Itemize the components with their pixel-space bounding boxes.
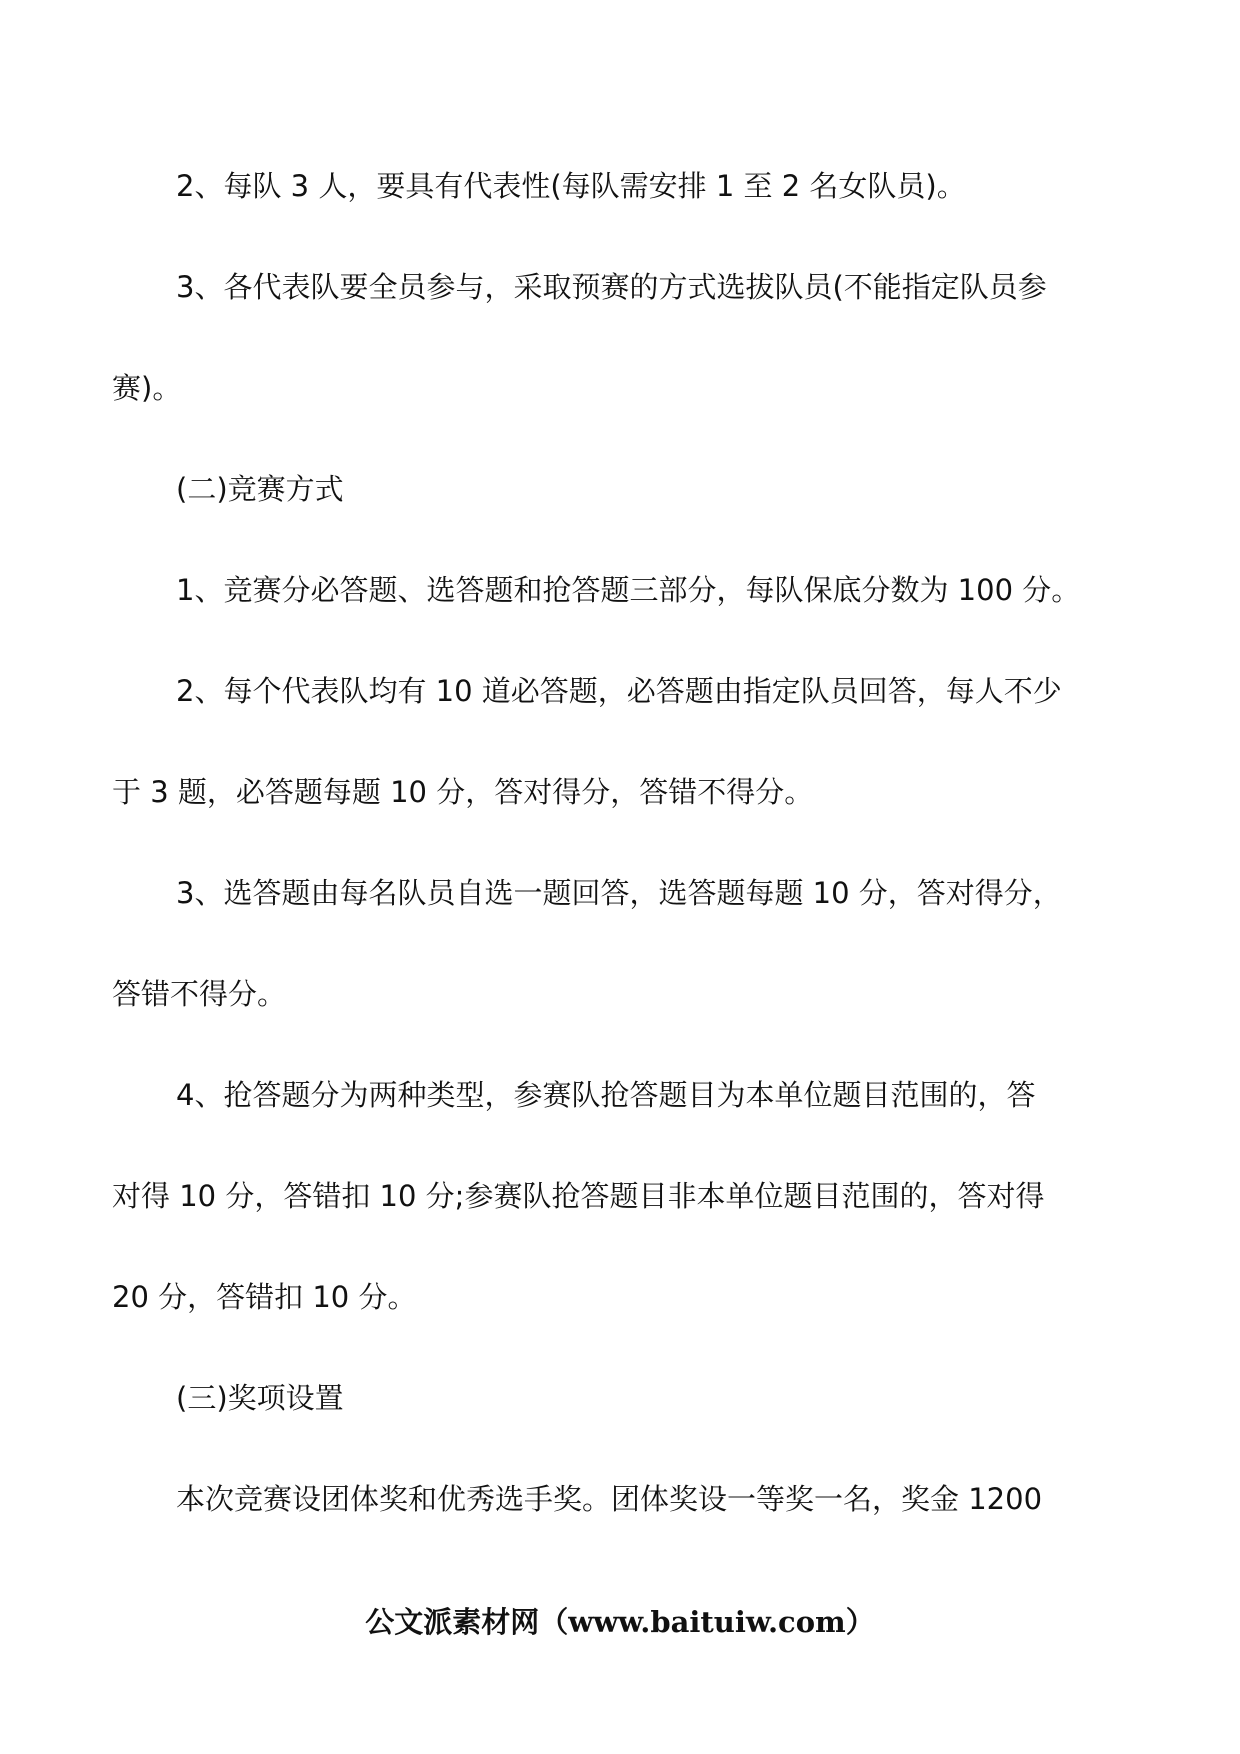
paragraph-line: 4、抢答题分为两种类型，参赛队抢答题目为本单位题目范围的，答 bbox=[176, 1078, 1036, 1112]
paragraph-line: 2、每个代表队均有 10 道必答题，必答题由指定队员回答，每人不少 bbox=[176, 674, 1062, 708]
paragraph-line: 本次竞赛设团体奖和优秀选手奖。团体奖设一等奖一名，奖金 1200 bbox=[176, 1482, 1043, 1516]
paragraph-line: 1、竞赛分必答题、选答题和抢答题三部分，每队保底分数为 100 分。 bbox=[176, 573, 1081, 607]
paragraph-line: 于 3 题，必答题每题 10 分，答对得分，答错不得分。 bbox=[112, 775, 814, 809]
footer-watermark: 公文派素材网（www.baituiw.com） bbox=[365, 1605, 875, 1639]
paragraph-line: 20 分，答错扣 10 分。 bbox=[112, 1280, 417, 1314]
paragraph-line: 赛)。 bbox=[112, 371, 182, 405]
paragraph-line: 答错不得分。 bbox=[112, 977, 287, 1011]
section-heading: (三)奖项设置 bbox=[176, 1381, 344, 1415]
paragraph-line: 对得 10 分，答错扣 10 分;参赛队抢答题目非本单位题目范围的，答对得 bbox=[112, 1179, 1045, 1213]
paragraph-line: 3、选答题由每名队员自选一题回答，选答题每题 10 分，答对得分， bbox=[176, 876, 1062, 910]
paragraph-line: 3、各代表队要全员参与，采取预赛的方式选拔队员(不能指定队员参 bbox=[176, 270, 1047, 304]
paragraph-line: 2、每队 3 人，要具有代表性(每队需安排 1 至 2 名女队员)。 bbox=[176, 169, 966, 203]
section-heading: (二)竞赛方式 bbox=[176, 472, 344, 506]
